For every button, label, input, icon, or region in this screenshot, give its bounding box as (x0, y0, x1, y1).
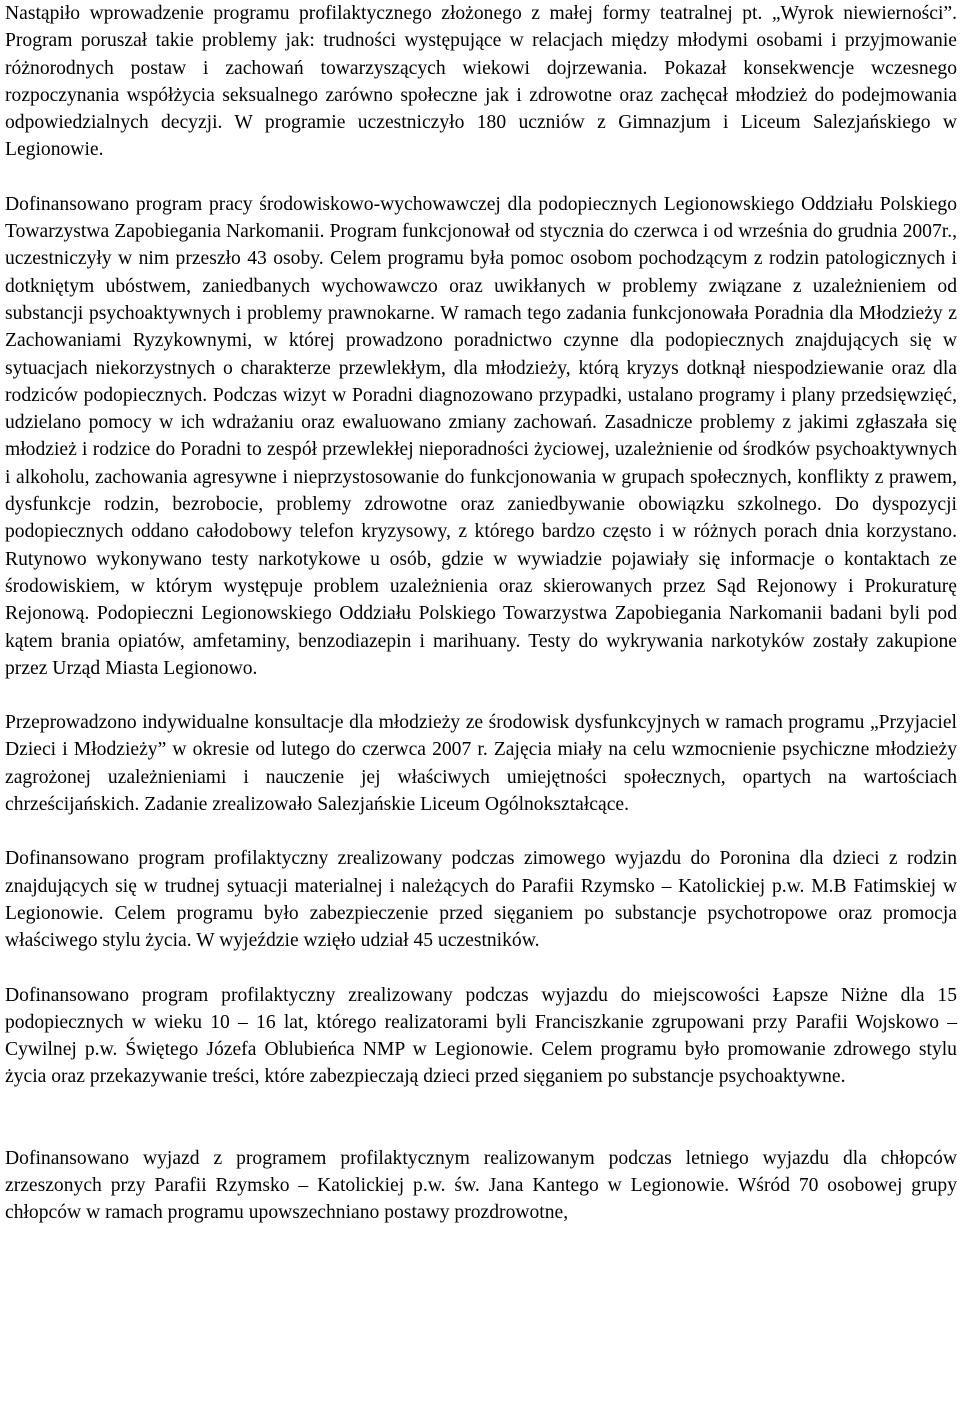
paragraph-summer-trip (5, 1145, 957, 1227)
sentence: Podopieczni Legionowskiego Oddziału Polskiego Towarzystwa Zapobiegania Narkomanii badani byli pod kątem brania opiatów, amfetaminy, benzodiazepin i marihuany. (5, 603, 957, 652)
sentence: W ramach tego zadania funkcjonowała Poradnia dla Młodzieży z Zachowaniami Ryzykownymi, w której prowadzono poradnictwo czynne dla podopiecznych znajdujących się w sytuacjach niekorzystnych o charakterze przewlekłym, dla młodzieży, którą kryzys dotknął niespodziewanie oraz dla rodziców podopiecznych. (5, 302, 957, 406)
sentence: Dofinansowano program pracy środowiskowo-wychowawczej dla podopiecznych Legionowskiego Oddziału Polskiego Towarzystwa Zapobiegania Narkomanii. (5, 193, 957, 243)
sentence: Dofinansowano program profilaktyczny zrealizowany podczas wyjazdu do miejscowości Łapsze Niżne dla 15 podopiecznych w wieku 10 – 16 lat, którego realizatorami byli Franciszkanie zgrupowani przy Parafii Wojskowo – Cywilnej p.w. Świętego Józefa Oblubieńca NMP w Legionowie. (5, 984, 957, 1061)
paragraph-consultations (5, 709, 957, 818)
sentence: Przeprowadzono indywidualne konsultacje dla młodzieży ze środowisk dysfunkcyjnych w ramach programu „Przyjaciel Dzieci i Młodzieży” w okresie od lutego do czerwca 2007 r. (5, 712, 957, 761)
paragraph-poronin-trip (5, 845, 957, 954)
document-page (5, 0, 957, 1227)
sentence: Zajęcia miały na celu wzmocnienie psychiczne młodzieży zagrożonej uzależnieniami i nauczenie jej właściwych umiejętności społecznych, opartych na wartościach chrześcijańskich. (5, 739, 957, 816)
sentence: Wśród 70 osobowej grupy chłopców w ramach programu upowszechniano postawy prozdrowotne, (5, 1174, 957, 1224)
sentence: W programie uczestniczyło 180 uczniów z Gimnazjum i Liceum Salezjańskiego w Legionowie. (5, 112, 957, 161)
sentence: Do dyspozycji podopiecznych oddano całodobowy telefon kryzysowy, z którego bardzo często i w różnych porach dnia korzystano. (5, 494, 957, 543)
sentence: Celem programu było promowanie zdrowego stylu życia oraz przekazywanie treści, które zabezpieczają dzieci przed sięganiem po substancje psychoaktywne. (5, 1039, 957, 1088)
sentence: Rutynowo wykonywano testy narkotykowe u osób, gdzie w wywiadzie pojawiały się informacje o kontaktach ze środowiskiem, w którym występuje problem uzależnienia oraz skierowanych przez Sąd Rejonowy i Prokuraturę Rejonową. (5, 548, 957, 625)
paragraph-theatre-program (5, 0, 957, 164)
sentence: W wyjeździe wzięło udział 45 uczestników. (191, 930, 540, 952)
sentence: Zasadnicze problemy z jakimi zgłaszała się młodzież i rodzice do Poradni to zespół przewlekłej nieporadności życiowej, uzależnienie od środków psychoaktywnych i alkoholu, zachowania agresywne i nieprzystosowanie do funkcjonowania w grupach społecznych, konflikty z prawem, dysfunkcje rodzin, bezrobocie, problemy zdrowotne oraz zaniedbywanie obowiązku szkolnego. (5, 412, 958, 516)
sentence: Celem programu była pomoc osobom pochodzącym z rodzin patologicznych i dotkniętym ubóstwem, zaniedbanych wychowawczo oraz uwikłanych w problemy związane z uzależnieniem od substancji psychoaktywnych i problemy prawnokarne. (5, 248, 958, 324)
sentence: Program funkcjonował od stycznia do czerwca i od września do grudnia 2007r., uczestniczyły w nim przeszło 43 osoby. (5, 221, 957, 270)
paragraph-lapsze-trip (5, 982, 957, 1091)
paragraph-ptzn-program (5, 191, 957, 682)
sentence: Dofinansowano program profilaktyczny zrealizowany podczas zimowego wyjazdu do Poronina dla dzieci z rodzin znajdujących się w trudnej sytuacji materialnej i należących do Parafii Rzymsko – Katolickiej p.w. M.B Fatimskiej w Legionowie. (5, 848, 957, 924)
sentence: Celem programu było zabezpieczenie przed sięganiem po substancje psychotropowe oraz promocja właściwego stylu życia. (5, 902, 957, 952)
sentence: Podczas wizyt w Poradni diagnozowano przypadki, ustalano programy i plany przedsięwzięć, udzielano pomocy w ich wdrażaniu oraz ewaluowano zmiany zachowań. (5, 384, 957, 434)
sentence: Testy do wykrywania narkotyków zostały zakupione przez Urząd Miasta Legionowo. (5, 630, 957, 679)
sentence: Dofinansowano wyjazd z programem profilaktycznym realizowanym podczas letniego wyjazdu dla chłopców zrzeszonych przy Parafii Rzymsko – Katolickiej p.w. św. Jana Kantego w Legionowie. (5, 1147, 957, 1196)
sentence: Nastąpiło wprowadzenie programu profilaktycznego złożonego z małej formy teatralnej pt. „Wyrok niewierności”. Program poruszał takie problemy jak: trudności występujące w relacjach między młodymi osobami i przyjmowanie różnorodnych postaw i zachowań towarzyszących wiekowi dojrzewania. Pokazał konsekwencje wczesnego rozpoczynania współżycia seksualnego zarówno społeczne jak i zdrowotne oraz zachęcał młodzież do podejmowania odpowiedzialnych decyzji. (5, 3, 957, 134)
sentence: Zadanie zrealizowało Salezjańskie Liceum Ogólnokształcące. (139, 794, 629, 816)
